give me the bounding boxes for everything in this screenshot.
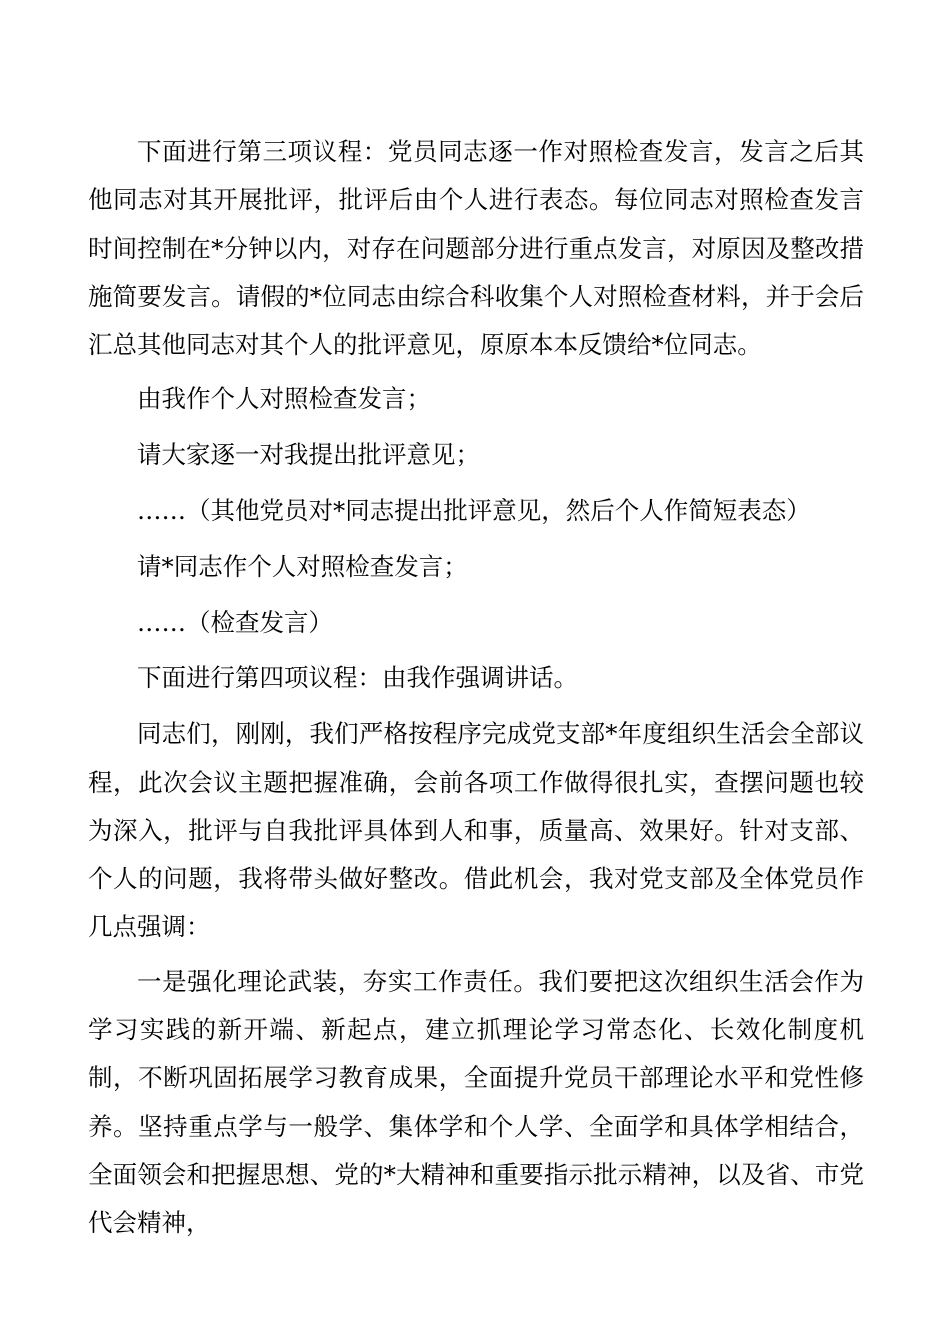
paragraph-request-criticism: 请大家逐一对我提出批评意见；: [137, 440, 480, 470]
paragraph-agenda-item-4: 下面进行第四项议程：由我作强调讲话。: [137, 663, 578, 693]
paragraph-agenda-item-3: 下面进行第三项议程：党员同志逐一作对照检查发言，发言之后其他同志对其开展批评，批评后由个人进行表态。每位同志对照检查发言时间控制在*分钟以内，对存在问题部分进行重点发言，对原因及整改措施简要发言。请假的*位同志由综合科收集个人对照检查材料，并于会后汇总其他同志对其个人的批评意见，原原本本反馈给*位同志。: [88, 137, 864, 360]
paragraph-point-one: 一是强化理论武装，夯实工作责任。我们要把这次组织生活会作为学习实践的新开端、新起点，建立抓理论学习常态化、长效化制度机制，不断巩固拓展学习教育成果，全面提升党员干部理论水平和党性修养。坚持重点学与一般学、集体学和个人学、全面学和具体学相结合，全面领会和把握思想、党的*大精神和重要指示批示精神，以及省、市党代会精神，: [88, 966, 864, 1238]
paragraph-self-review: 由我作个人对照检查发言；: [137, 384, 431, 414]
paragraph-review-speech: ……（检查发言）: [137, 607, 333, 637]
paragraph-summary-remarks: 同志们，刚刚，我们严格按程序完成党支部*年度组织生活会全部议程，此次会议主题把握准确，会前各项工作做得很扎实，查摆问题也较为深入，批评与自我批评具体到人和事，质量高、效果好。针对支部、个人的问题，我将带头做好整改。借此机会，我对党支部及全体党员作几点强调：: [88, 719, 864, 942]
paragraph-member-review: 请*同志作个人对照检查发言；: [137, 551, 468, 581]
document-body: [88, 128, 864, 1254]
paragraph-others-criticism: ……（其他党员对*同志提出批评意见，然后个人作简短表态）: [137, 496, 811, 526]
